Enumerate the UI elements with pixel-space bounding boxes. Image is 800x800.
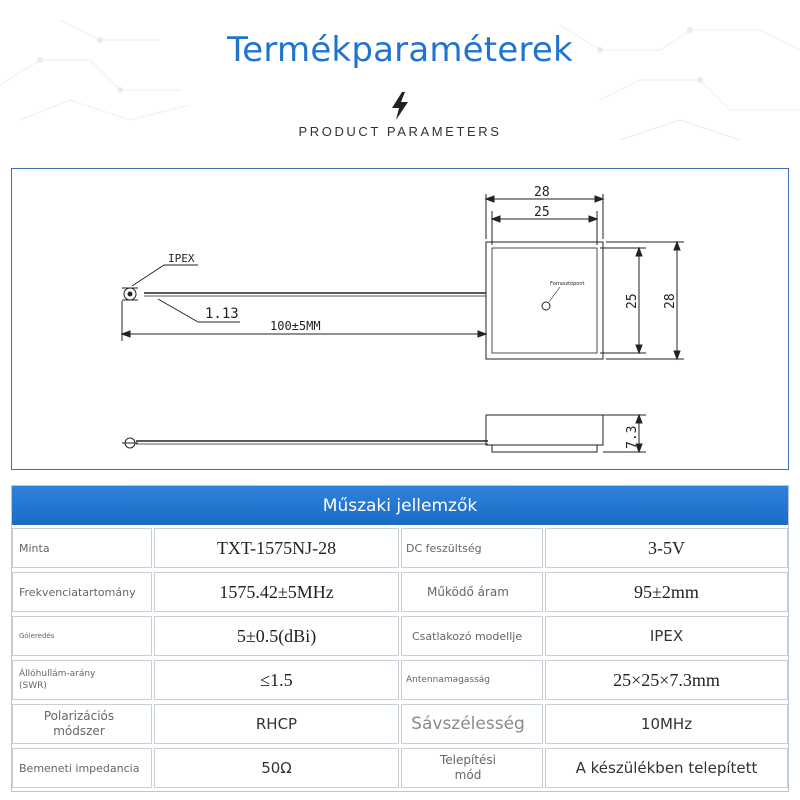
label-outer-height: 28 [663, 293, 678, 309]
patch-top-outer [486, 242, 603, 359]
spec-value-cell [154, 748, 399, 788]
label-feed-point: Forrasztópont [550, 281, 585, 287]
spec-value: 95±2mm [634, 581, 699, 602]
table-row [12, 745, 788, 789]
spec-value-cell [154, 660, 399, 700]
spec-value-cell [545, 748, 788, 788]
spec-value: 3-5V [648, 537, 685, 558]
technical-drawing-frame [11, 168, 789, 470]
spec-value: ≤1.5 [260, 669, 293, 690]
spec-label-cell [401, 660, 543, 700]
spec-value: 10MHz [640, 715, 693, 733]
spec-label-cell [12, 616, 152, 656]
spec-label: Csatlakozó modellje [412, 629, 523, 643]
spec-label: Góleredés [19, 632, 55, 640]
spec-label-cell [401, 572, 543, 612]
specifications-title: Műszaki jellemzők [12, 486, 788, 525]
spec-value: RHCP [255, 715, 298, 733]
spec-label-cell [401, 616, 543, 656]
page-title: Termékparaméterek [227, 30, 573, 70]
spec-value: 1575.42±5MHz [219, 581, 334, 602]
spec-value: 25×25×7.3mm [613, 669, 720, 690]
label-thickness: 7.3 [625, 425, 640, 449]
spec-label-cell [12, 572, 152, 612]
label-inner-height: 25 [625, 293, 640, 309]
label-outer-width: 28 [534, 185, 550, 200]
spec-value-cell [545, 704, 788, 744]
spec-label-cell [401, 704, 543, 744]
spec-label: Bemeneti impedancia [19, 761, 140, 775]
spec-value-cell [545, 660, 788, 700]
spec-label-cell [401, 748, 543, 788]
patch-side-view [486, 415, 603, 445]
lightning-bolt-icon [389, 92, 411, 120]
label-inner-width: 25 [534, 205, 550, 220]
spec-label-cell [12, 528, 152, 568]
spec-label-cell [401, 528, 543, 568]
table-row [12, 525, 788, 569]
spec-value-cell [154, 572, 399, 612]
spec-label-cell [12, 660, 152, 700]
antenna-dimension-drawing [12, 169, 790, 471]
label-ipex: IPEX [168, 252, 195, 265]
spec-value-cell [154, 616, 399, 656]
table-row [12, 613, 788, 657]
spec-label: Sávszélesség [411, 713, 525, 734]
spec-label: Működő áram [427, 584, 509, 599]
spec-label: Minta [19, 541, 50, 555]
spec-value: IPEX [649, 627, 684, 645]
table-row [12, 701, 788, 745]
spec-value-cell [545, 572, 788, 612]
label-cable-length: 100±5MM [270, 319, 321, 333]
spec-value: 5±0.5(dBi) [236, 625, 317, 646]
spec-value: TXT-1575NJ-28 [216, 537, 337, 558]
spec-label: Frekvenciatartomány [19, 585, 136, 599]
spec-label: Polarizációs módszer [43, 709, 115, 738]
spec-label: DC feszültség [406, 541, 482, 555]
spec-value-cell [545, 616, 788, 656]
spec-label: Telepítési mód [439, 753, 496, 782]
table-row [12, 569, 788, 613]
spec-value-cell [154, 528, 399, 568]
spec-label: Antennamagasság [406, 675, 490, 685]
spec-label: Állóhullám-arány (SWR) [19, 669, 96, 691]
spec-value-cell [154, 704, 399, 744]
spec-label-cell [12, 704, 152, 744]
page-subtitle: PRODUCT PARAMETERS [298, 124, 502, 139]
spec-label-cell [12, 748, 152, 788]
patch-top-inner [492, 248, 597, 353]
label-cable-diameter: 1.13 [205, 306, 239, 322]
specifications-table [11, 485, 789, 792]
table-row [12, 657, 788, 701]
spec-value: 50Ω [261, 759, 292, 777]
spec-value: A készülékben telepített [575, 759, 758, 777]
spec-value-cell [545, 528, 788, 568]
feed-point [542, 302, 550, 310]
